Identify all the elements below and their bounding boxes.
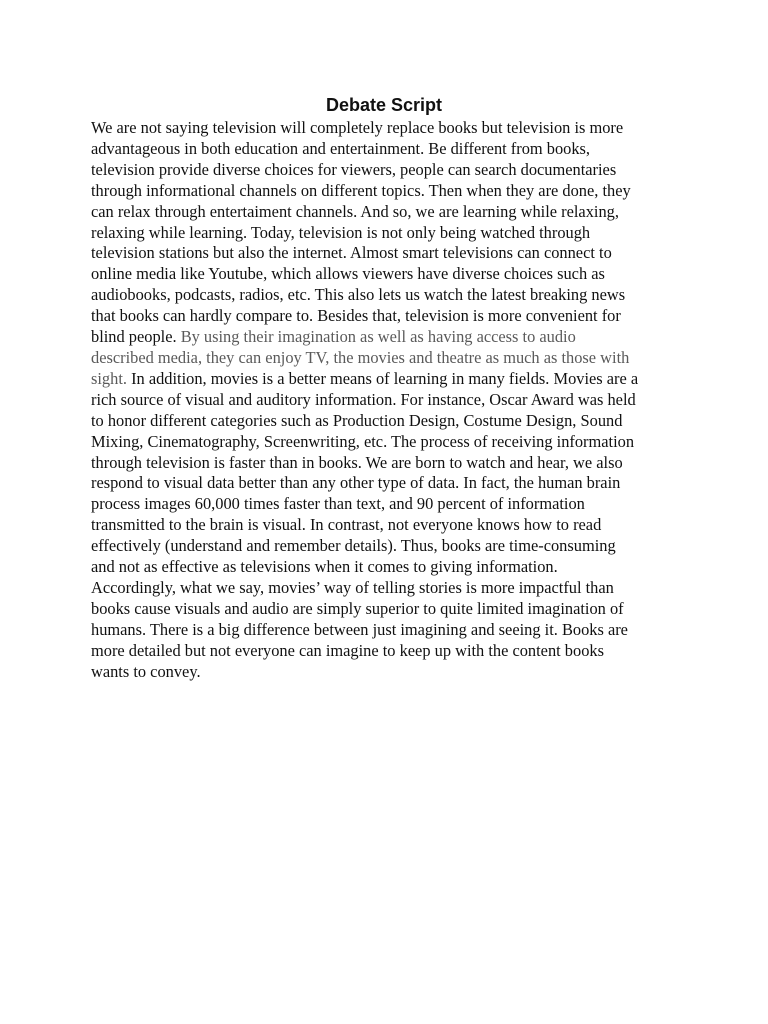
body-line <box>91 181 681 202</box>
text-segment: books cause visuals and audio are simply superior to quite limited imagination of <box>91 598 624 618</box>
text-segment: advantageous in both education and entertainment. Be different from books, <box>91 138 591 158</box>
text-segment: more detailed but not everyone can imagine to keep up with the content books <box>91 640 604 660</box>
text-segment: television stations but also the internet. Almost smart televisions can connect to <box>91 243 612 263</box>
body-line <box>91 453 681 474</box>
text-segment: effectively (understand and remember details). Thus, books are time-consuming <box>91 536 616 556</box>
body-line <box>91 578 681 599</box>
text-segment: respond to visual data better than any other type of data. In fact, the human brain <box>91 473 621 493</box>
muted-text-segment: described media, they can enjoy TV, the movies and theatre as much as those with <box>91 347 630 367</box>
text-segment: humans. There is a big difference between just imagining and seeing it. Books are <box>91 619 628 639</box>
body-line <box>91 494 681 515</box>
text-segment: online media like Youtube, which allows viewers have diverse choices such as <box>91 264 605 284</box>
body-line <box>91 139 681 160</box>
text-segment: Mixing, Cinematography, Screenwriting, etc. The process of receiving information <box>91 431 635 451</box>
body-line <box>91 662 681 683</box>
text-segment: audiobooks, podcasts, radios, etc. This also lets us watch the latest breaking news <box>91 285 626 305</box>
text-segment: wants to convey. <box>91 661 201 681</box>
body-line <box>91 473 681 494</box>
text-segment: process images 60,000 times faster than text, and 90 percent of information <box>91 494 585 514</box>
body-line <box>91 557 681 578</box>
text-segment: rich source of visual and auditory information. For instance, Oscar Award was held <box>91 389 636 409</box>
text-segment: can relax through entertaiment channels. And so, we are learning while relaxing, <box>91 201 619 221</box>
body-line <box>91 202 681 223</box>
body-line <box>91 118 681 139</box>
text-segment: relaxing while learning. Today, television is not only being watched through <box>91 222 591 242</box>
body-line <box>91 327 681 348</box>
muted-text-segment: sight. <box>91 368 132 388</box>
text-segment: In addition, movies is a better means of learning in many fields. Movies are a <box>131 368 639 388</box>
muted-text-segment: By using their imagination as well as having access to audio <box>180 327 576 347</box>
body-line <box>91 536 681 557</box>
document-title: Debate Script <box>325 95 443 115</box>
body-line <box>91 390 681 411</box>
body-line <box>91 599 681 620</box>
body-line <box>91 411 681 432</box>
document-body <box>91 118 681 682</box>
body-line <box>91 348 681 369</box>
body-line <box>91 432 681 453</box>
body-line <box>91 641 681 662</box>
text-segment: television provide diverse choices for viewers, people can search documentaries <box>91 159 617 179</box>
text-segment: through television is faster than in books. We are born to watch and hear, we also <box>91 452 623 472</box>
text-segment: We are not saying television will completely replace books but television is more <box>91 118 624 137</box>
body-line <box>91 515 681 536</box>
body-line <box>91 160 681 181</box>
body-line <box>91 223 681 244</box>
text-segment: that books can hardly compare to. Besides that, television is more convenient for <box>91 306 621 326</box>
body-line <box>91 243 681 264</box>
text-segment: through informational channels on different topics. Then when they are done, they <box>91 180 631 200</box>
text-segment: blind people. <box>91 327 181 347</box>
text-segment: and not as effective as televisions when it comes to giving information. <box>91 557 558 577</box>
text-segment: transmitted to the brain is visual. In contrast, not everyone knows how to read <box>91 515 602 535</box>
body-line <box>91 306 681 327</box>
text-segment: to honor different categories such as Production Design, Costume Design, Sound <box>91 410 623 430</box>
body-line <box>91 264 681 285</box>
text-segment: Accordingly, what we say, movies’ way of telling stories is more impactful than <box>91 577 614 597</box>
body-line <box>91 285 681 306</box>
body-line <box>91 620 681 641</box>
body-line <box>91 369 681 390</box>
